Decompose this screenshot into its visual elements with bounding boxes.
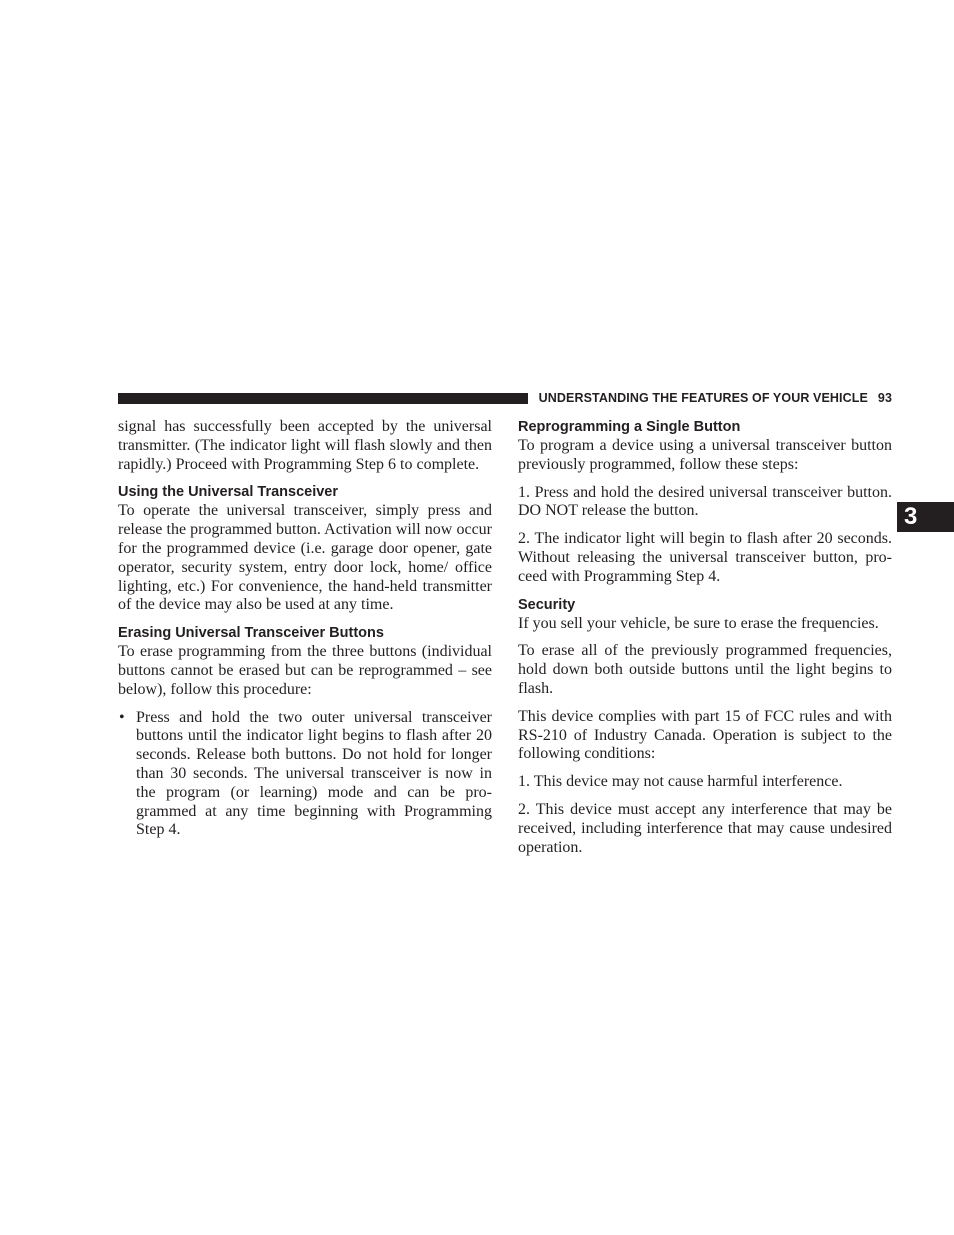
reprogramming-paragraph: To program a device using a universal transceiver button previously programmed, follow these steps: [518, 437, 892, 473]
left-column [118, 418, 492, 849]
header-rule-bar [118, 393, 528, 404]
using-transceiver-heading: Using the Universal Transceiver [118, 484, 339, 501]
bullet-text: Press and hold the two outer universal transceiver buttons until the indicator light begins to flash after 20 seconds. Release both buttons. Do not hold for longer than 30 seconds. The universal transceiver is now in the program (or learning) mode and can be programmed at any time beginning with Programming Step 4. [136, 708, 492, 839]
erasing-buttons-paragraph: To erase programming from the three buttons (individual buttons cannot be erased but can be reprogrammed – see below), follow this procedure: [118, 643, 492, 698]
reprogramming-heading: Reprogramming a Single Button [518, 419, 741, 435]
section-title: UNDERSTANDING THE FEATURES OF YOUR VEHICLE [538, 391, 868, 405]
fcc-condition-1: 1. This device may not cause harmful interference. [518, 773, 843, 791]
fcc-compliance-paragraph: This device complies with part 15 of FCC rules and with RS-210 of Industry Canada. Operation is subject to the following conditions: [518, 707, 892, 763]
fcc-condition-2: 2. This device must accept any interference that may be received, including interference that may cause undesired operation. [518, 800, 892, 856]
chapter-tab: 3 [897, 502, 954, 532]
right-column [518, 418, 892, 866]
running-header [538, 390, 892, 406]
reprogramming-step-1: 1. Press and hold the desired universal transceiver button. DO NOT release the button. [518, 483, 892, 520]
intro-paragraph: signal has successfully been accepted by the universal transmitter. (The indicator light will flash slowly and then rapidly.) Proceed with Programming Step 6 to complete. [118, 418, 492, 473]
security-heading: Security [518, 596, 576, 613]
page-number: 93 [877, 391, 892, 405]
bullet-marker: • [119, 708, 125, 726]
erasing-buttons-heading: Erasing Universal Transceiver Buttons [118, 625, 384, 642]
using-transceiver-paragraph: To operate the universal transceiver, simply press and release the programmed button. Activation will now occur for the programmed device (i.e. garage door opener, gate operator, security system, entry door lock, home/ office lighting, etc.) For convenience, the hand-held transmitter of the device may also be used at any time. [118, 502, 492, 614]
erase-procedure-bullet [118, 709, 492, 841]
security-paragraph-1: If you sell your vehicle, be sure to erase the frequencies. [518, 614, 879, 632]
security-paragraph-2: To erase all of the previously programmed frequencies, hold down both outside buttons until the light begins to flash. [518, 642, 892, 697]
reprogramming-step-2: 2. The indicator light will begin to flash after 20 seconds. Without releasing the universal transceiver button, proceed with Programming Step 4. [518, 530, 892, 585]
